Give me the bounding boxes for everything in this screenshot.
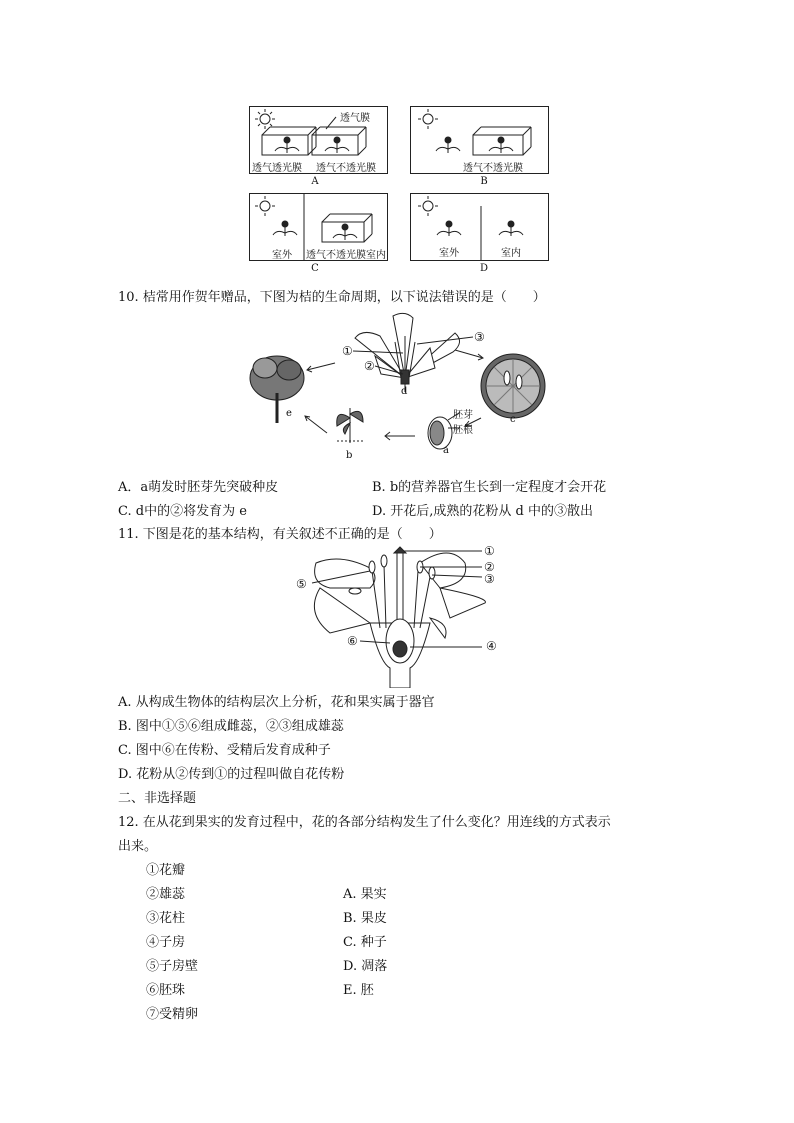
q12-stem-line2: 出来。 <box>118 839 158 854</box>
q11-option-c[interactable]: C. 图中⑥在传粉、受精后发育成种子 <box>118 743 331 758</box>
q10-option-b[interactable]: B. b的营养器官生长到一定程度才会开花 <box>372 480 607 495</box>
flower-marker-4: ④ <box>486 639 497 653</box>
plant-icon <box>273 221 357 240</box>
plant-icon <box>437 221 523 236</box>
q10-option-a[interactable]: A．a萌发时胚芽先突破种皮 <box>118 480 279 495</box>
cycle-label-a: a <box>443 445 449 456</box>
setup-caption-b: B <box>480 176 488 187</box>
section-title: 二、非选择题 <box>118 791 197 806</box>
q12-stem-line1: 12. 在从花到果实的发育过程中，花的各部分结构发生了什么变化？用连线的方式表示 <box>118 815 611 830</box>
q12-right-item[interactable]: D. 凋落 <box>343 959 388 974</box>
setup-caption-a: A <box>311 176 319 187</box>
q12-left-item[interactable]: ⑥胚珠 <box>146 983 186 998</box>
q12-left-item[interactable]: ②雄蕊 <box>146 887 186 902</box>
q12-right-item[interactable]: E. 胚 <box>343 983 374 998</box>
cycle-label-radicle: 胚根 <box>453 425 473 436</box>
flower-structure-drawing <box>300 543 500 688</box>
q12-left-item[interactable]: ⑦受精卵 <box>146 1007 199 1022</box>
cycle-label-c: c <box>510 414 516 425</box>
q12-left-item[interactable]: ③花柱 <box>146 911 186 926</box>
life-cycle-drawing <box>245 308 555 468</box>
flower-marker-2: ② <box>484 560 495 574</box>
q12-right-item[interactable]: A. 果实 <box>343 887 387 902</box>
cycle-label-e: e <box>286 408 292 419</box>
q11-option-a[interactable]: A. 从构成生物体的结构层次上分析，花和果实属于器官 <box>118 695 435 710</box>
setup-c-right-label: 透气不透光膜室内 <box>306 250 386 261</box>
flower-marker-5: ⑤ <box>296 577 307 591</box>
q12-left-item[interactable]: ④子房 <box>146 935 186 950</box>
flower-marker-6: ⑥ <box>347 634 358 648</box>
setup-d-left-label: 室外 <box>439 248 459 259</box>
orange-fruit-icon <box>481 354 545 418</box>
cycle-marker-1: ① <box>342 344 353 358</box>
flower-icon <box>355 313 460 392</box>
flower-marker-1: ① <box>484 544 495 558</box>
q12-left-item[interactable]: ①花瓣 <box>146 863 186 878</box>
setup-panel-d <box>410 193 549 261</box>
q10-stem: 10. 桔常用作贺年赠品，下图为桔的生命周期，以下说法错误的是（ ） <box>118 290 546 305</box>
q12-right-item[interactable]: C. 种子 <box>343 935 387 950</box>
sun-icon <box>418 109 438 129</box>
tree-icon <box>250 356 304 423</box>
cycle-label-d: d <box>401 386 408 397</box>
setup-d-right-label: 室内 <box>501 248 521 259</box>
setup-a-right-label: 透气不透光膜 <box>316 163 376 174</box>
setup-b-right-label: 透气不透光膜 <box>463 163 523 174</box>
q11-option-b[interactable]: B. 图中①⑤⑥组成雌蕊，②③组成雄蕊 <box>118 719 344 734</box>
q10-option-c[interactable]: C. d中的②将发育为 e <box>118 504 247 519</box>
flower-marker-3: ③ <box>484 572 495 586</box>
q11-stem: 11. 下图是花的基本结构，有关叙述不正确的是（ ） <box>118 527 442 542</box>
plant-icon <box>436 137 513 153</box>
setup-a-left-label: 透气透光膜 <box>252 163 302 174</box>
setup-panel-b <box>410 106 549 174</box>
setup-panel-d-drawing <box>411 194 548 260</box>
setup-panel-a <box>249 106 388 174</box>
sun-icon <box>255 109 275 129</box>
q10-option-d[interactable]: D. 开花后,成熟的花粉从 d 中的③散出 <box>372 504 593 519</box>
setup-panel-c <box>249 193 388 261</box>
cycle-label-embryo-bud: 胚芽 <box>453 410 473 421</box>
cycle-marker-3: ③ <box>474 330 485 344</box>
q12-left-item[interactable]: ⑤子房壁 <box>146 959 199 974</box>
setup-a-top-label: 透气膜 <box>340 113 370 124</box>
setup-caption-d: D <box>479 263 489 274</box>
cycle-label-b: b <box>346 450 353 461</box>
q12-right-item[interactable]: B. 果皮 <box>343 911 387 926</box>
sun-icon <box>255 196 275 216</box>
q11-option-d[interactable]: D. 花粉从②传到①的过程叫做自花传粉 <box>118 767 345 782</box>
cycle-marker-2: ② <box>364 359 375 373</box>
setup-caption-c: C <box>311 263 319 274</box>
sun-icon <box>418 196 438 216</box>
setup-c-left-label: 室外 <box>272 250 292 261</box>
seedling-icon <box>337 408 363 443</box>
